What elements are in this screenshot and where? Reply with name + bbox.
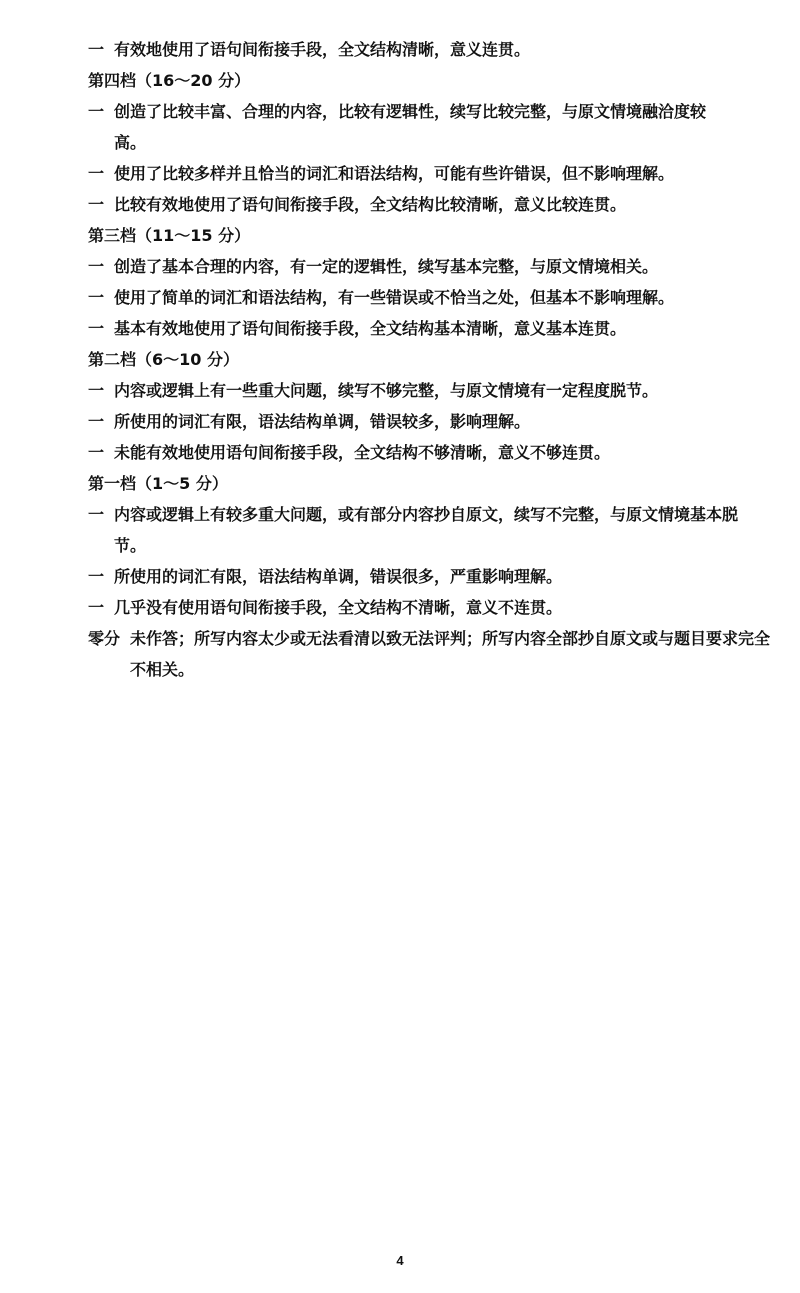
zero-score-item [88,623,778,685]
rubric-item-text: 基本有效地使用了语句间衔接手段，全文结构基本清晰，意义基本连贯。 [114,319,627,338]
rubric-item [88,592,778,623]
bullet-dash: 一 [88,40,105,59]
rubric-item-text: 内容或逻辑上有一些重大问题，续写不够完整，与原文情境有一定程度脱节。 [114,381,659,400]
rubric-item-text: 使用了简单的词汇和语法结构，有一些错误或不恰当之处，但基本不影响理解。 [114,288,675,307]
rubric-item-text: 创造了基本合理的内容，有一定的逻辑性，续写基本完整，与原文情境相关。 [114,257,659,276]
band-heading-2: 第二档（6～10 分） [88,350,239,369]
bullet-dash: 一 [88,412,105,431]
zero-score-label: 零分 [88,629,121,648]
zero-score-text: 未作答；所写内容太少或无法看清以致无法评判；所写内容全部抄自原文或与题目要求完全不相关。 [130,629,771,679]
rubric-item-text: 几乎没有使用语句间衔接手段，全文结构不清晰，意义不连贯。 [114,598,563,617]
bullet-dash: 一 [88,381,105,400]
rubric-item [88,251,778,282]
bullet-dash: 一 [88,288,105,307]
bullet-dash: 一 [88,598,105,617]
rubric-item [88,96,778,158]
page-number: 4 [396,1253,404,1268]
rubric-item [88,406,778,437]
rubric-item-text: 创造了比较丰富、合理的内容，比较有逻辑性，续写比较完整，与原文情境融洽度较高。 [114,102,707,152]
rubric-item [88,158,778,189]
rubric-item [88,282,778,313]
rubric-item-text: 内容或逻辑上有较多重大问题，或有部分内容抄自原文，续写不完整，与原文情境基本脱节。 [114,505,739,555]
rubric-item-text: 未能有效地使用语句间衔接手段，全文结构不够清晰，意义不够连贯。 [114,443,611,462]
rubric-item [88,437,778,468]
rubric-item [88,189,778,220]
bullet-dash: 一 [88,567,105,586]
rubric-item [88,561,778,592]
scoring-rubric [88,34,778,685]
band-heading-1: 第一档（1～5 分） [88,474,228,493]
bullet-dash: 一 [88,319,105,338]
rubric-item-text: 使用了比较多样并且恰当的词汇和语法结构，可能有些许错误，但不影响理解。 [114,164,675,183]
bullet-dash: 一 [88,195,105,214]
rubric-item-text: 有效地使用了语句间衔接手段，全文结构清晰，意义连贯。 [114,40,531,59]
bullet-dash: 一 [88,505,105,524]
rubric-item [88,375,778,406]
bullet-dash: 一 [88,102,105,121]
rubric-item [88,34,778,65]
rubric-item-text: 比较有效地使用了语句间衔接手段，全文结构比较清晰，意义比较连贯。 [114,195,627,214]
rubric-item [88,313,778,344]
bullet-dash: 一 [88,443,105,462]
bullet-dash: 一 [88,257,105,276]
band-heading-4: 第四档（16～20 分） [88,71,251,90]
bullet-dash: 一 [88,164,105,183]
rubric-item-text: 所使用的词汇有限，语法结构单调，错误较多，影响理解。 [114,412,531,431]
band-heading-3: 第三档（11～15 分） [88,226,251,245]
rubric-item [88,499,778,561]
rubric-item-text: 所使用的词汇有限，语法结构单调，错误很多，严重影响理解。 [114,567,563,586]
